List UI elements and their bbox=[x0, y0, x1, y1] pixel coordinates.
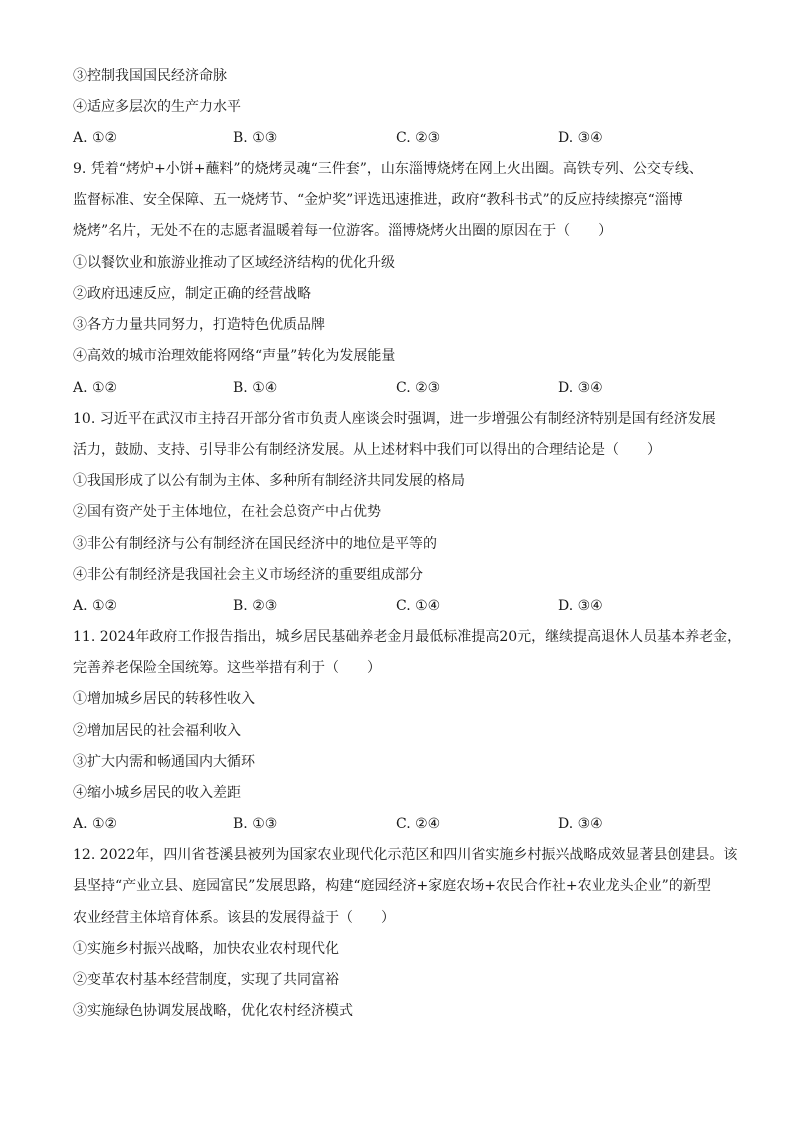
question-10-item: ③非公有制经济与公有制经济在国民经济中的地位是平等的 bbox=[73, 536, 437, 552]
option-a: A. ①② bbox=[73, 816, 118, 832]
question-9-stem-line: 9. 凭着“烤炉+小饼+蘸料”的烧烤灵魂“三件套”，山东淄博烧烤在网上火出圈。高铁专列、公交专线、 bbox=[73, 161, 703, 177]
option-d: D. ③④ bbox=[558, 130, 603, 146]
option-d: D. ③④ bbox=[558, 598, 603, 614]
option-c: C. ②③ bbox=[396, 130, 441, 146]
options-row-q10 bbox=[73, 596, 753, 616]
option-d: D. ③④ bbox=[558, 380, 603, 396]
option-a: A. ①② bbox=[73, 598, 118, 614]
question-12-item: ②变革农村基本经营制度，实现了共同富裕 bbox=[73, 972, 339, 988]
option-d: D. ③④ bbox=[558, 816, 603, 832]
question-12-stem-line: 县坚持“产业立县、庭园富民”发展思路，构建“庭园经济+家庭农场+农民合作社+农业龙头企业”的新型 bbox=[73, 878, 711, 894]
question-9-stem-line: 烧烤”名片，无处不在的志愿者温暖着每一位游客。淄博烧烤火出圈的原因在于（ ） bbox=[73, 223, 613, 239]
option-b: B. ②③ bbox=[233, 598, 278, 614]
question-11-item: ②增加居民的社会福利收入 bbox=[73, 723, 241, 739]
option-b: B. ①③ bbox=[233, 130, 278, 146]
option-c: C. ②③ bbox=[396, 380, 441, 396]
question-10-stem-line: 活力，鼓励、支持、引导非公有制经济发展。从上述材料中我们可以得出的合理结论是（ ） bbox=[73, 442, 661, 458]
options-row-q8 bbox=[73, 128, 753, 148]
option-b: B. ①④ bbox=[233, 380, 278, 396]
question-9-item: ①以餐饮业和旅游业推动了区域经济结构的优化升级 bbox=[73, 255, 395, 271]
options-row-q11 bbox=[73, 814, 753, 834]
option-a: A. ①② bbox=[73, 130, 118, 146]
question-10-item: ④非公有制经济是我国社会主义市场经济的重要组成部分 bbox=[73, 567, 423, 583]
question-11-item: ③扩大内需和畅通国内大循环 bbox=[73, 754, 255, 770]
question-12-item: ③实施绿色协调发展战略，优化农村经济模式 bbox=[73, 1003, 353, 1019]
question-9-stem-line: 监督标准、安全保障、五一烧烤节、“金炉奖”评选迅速推进，政府“教科书式”的反应持续擦亮“淄博 bbox=[73, 192, 683, 208]
question-12-item: ①实施乡村振兴战略，加快农业农村现代化 bbox=[73, 941, 339, 957]
question-11-stem-line: 完善养老保险全国统筹。这些举措有利于（ ） bbox=[73, 660, 381, 676]
question-11-stem-line: 11. 2024年政府工作报告指出，城乡居民基础养老金月最低标准提高20元，继续提高退休人员基本养老金， bbox=[73, 629, 742, 645]
question-10-item: ①我国形成了以公有制为主体、多种所有制经济共同发展的格局 bbox=[73, 473, 465, 489]
question-12-stem-line: 12. 2022年，四川省苍溪县被列为国家农业现代化示范区和四川省实施乡村振兴战略成效显著县创建县。该 bbox=[73, 847, 738, 863]
question-9-item: ②政府迅速反应，制定正确的经营战略 bbox=[73, 286, 311, 302]
question-11-item: ①增加城乡居民的转移性收入 bbox=[73, 691, 255, 707]
question-10-item: ②国有资产处于主体地位，在社会总资产中占优势 bbox=[73, 504, 381, 520]
option-a: A. ①② bbox=[73, 380, 118, 396]
question-9-item: ③各方力量共同努力，打造特色优质品牌 bbox=[73, 317, 325, 333]
option-c: C. ②④ bbox=[396, 816, 441, 832]
options-row-q9 bbox=[73, 378, 753, 398]
option-c: C. ①④ bbox=[396, 598, 441, 614]
answer-item-4: ④适应多层次的生产力水平 bbox=[73, 99, 241, 115]
option-b: B. ①③ bbox=[233, 816, 278, 832]
question-10-stem-line: 10. 习近平在武汉市主持召开部分省市负责人座谈会时强调，进一步增强公有制经济特别是国有经济发展 bbox=[73, 411, 716, 427]
answer-item-3: ③控制我国国民经济命脉 bbox=[73, 68, 227, 84]
question-11-item: ④缩小城乡居民的收入差距 bbox=[73, 785, 241, 801]
question-9-item: ④高效的城市治理效能将网络“声量”转化为发展能量 bbox=[73, 348, 396, 364]
question-12-stem-line: 农业经营主体培育体系。该县的发展得益于（ ） bbox=[73, 910, 395, 926]
